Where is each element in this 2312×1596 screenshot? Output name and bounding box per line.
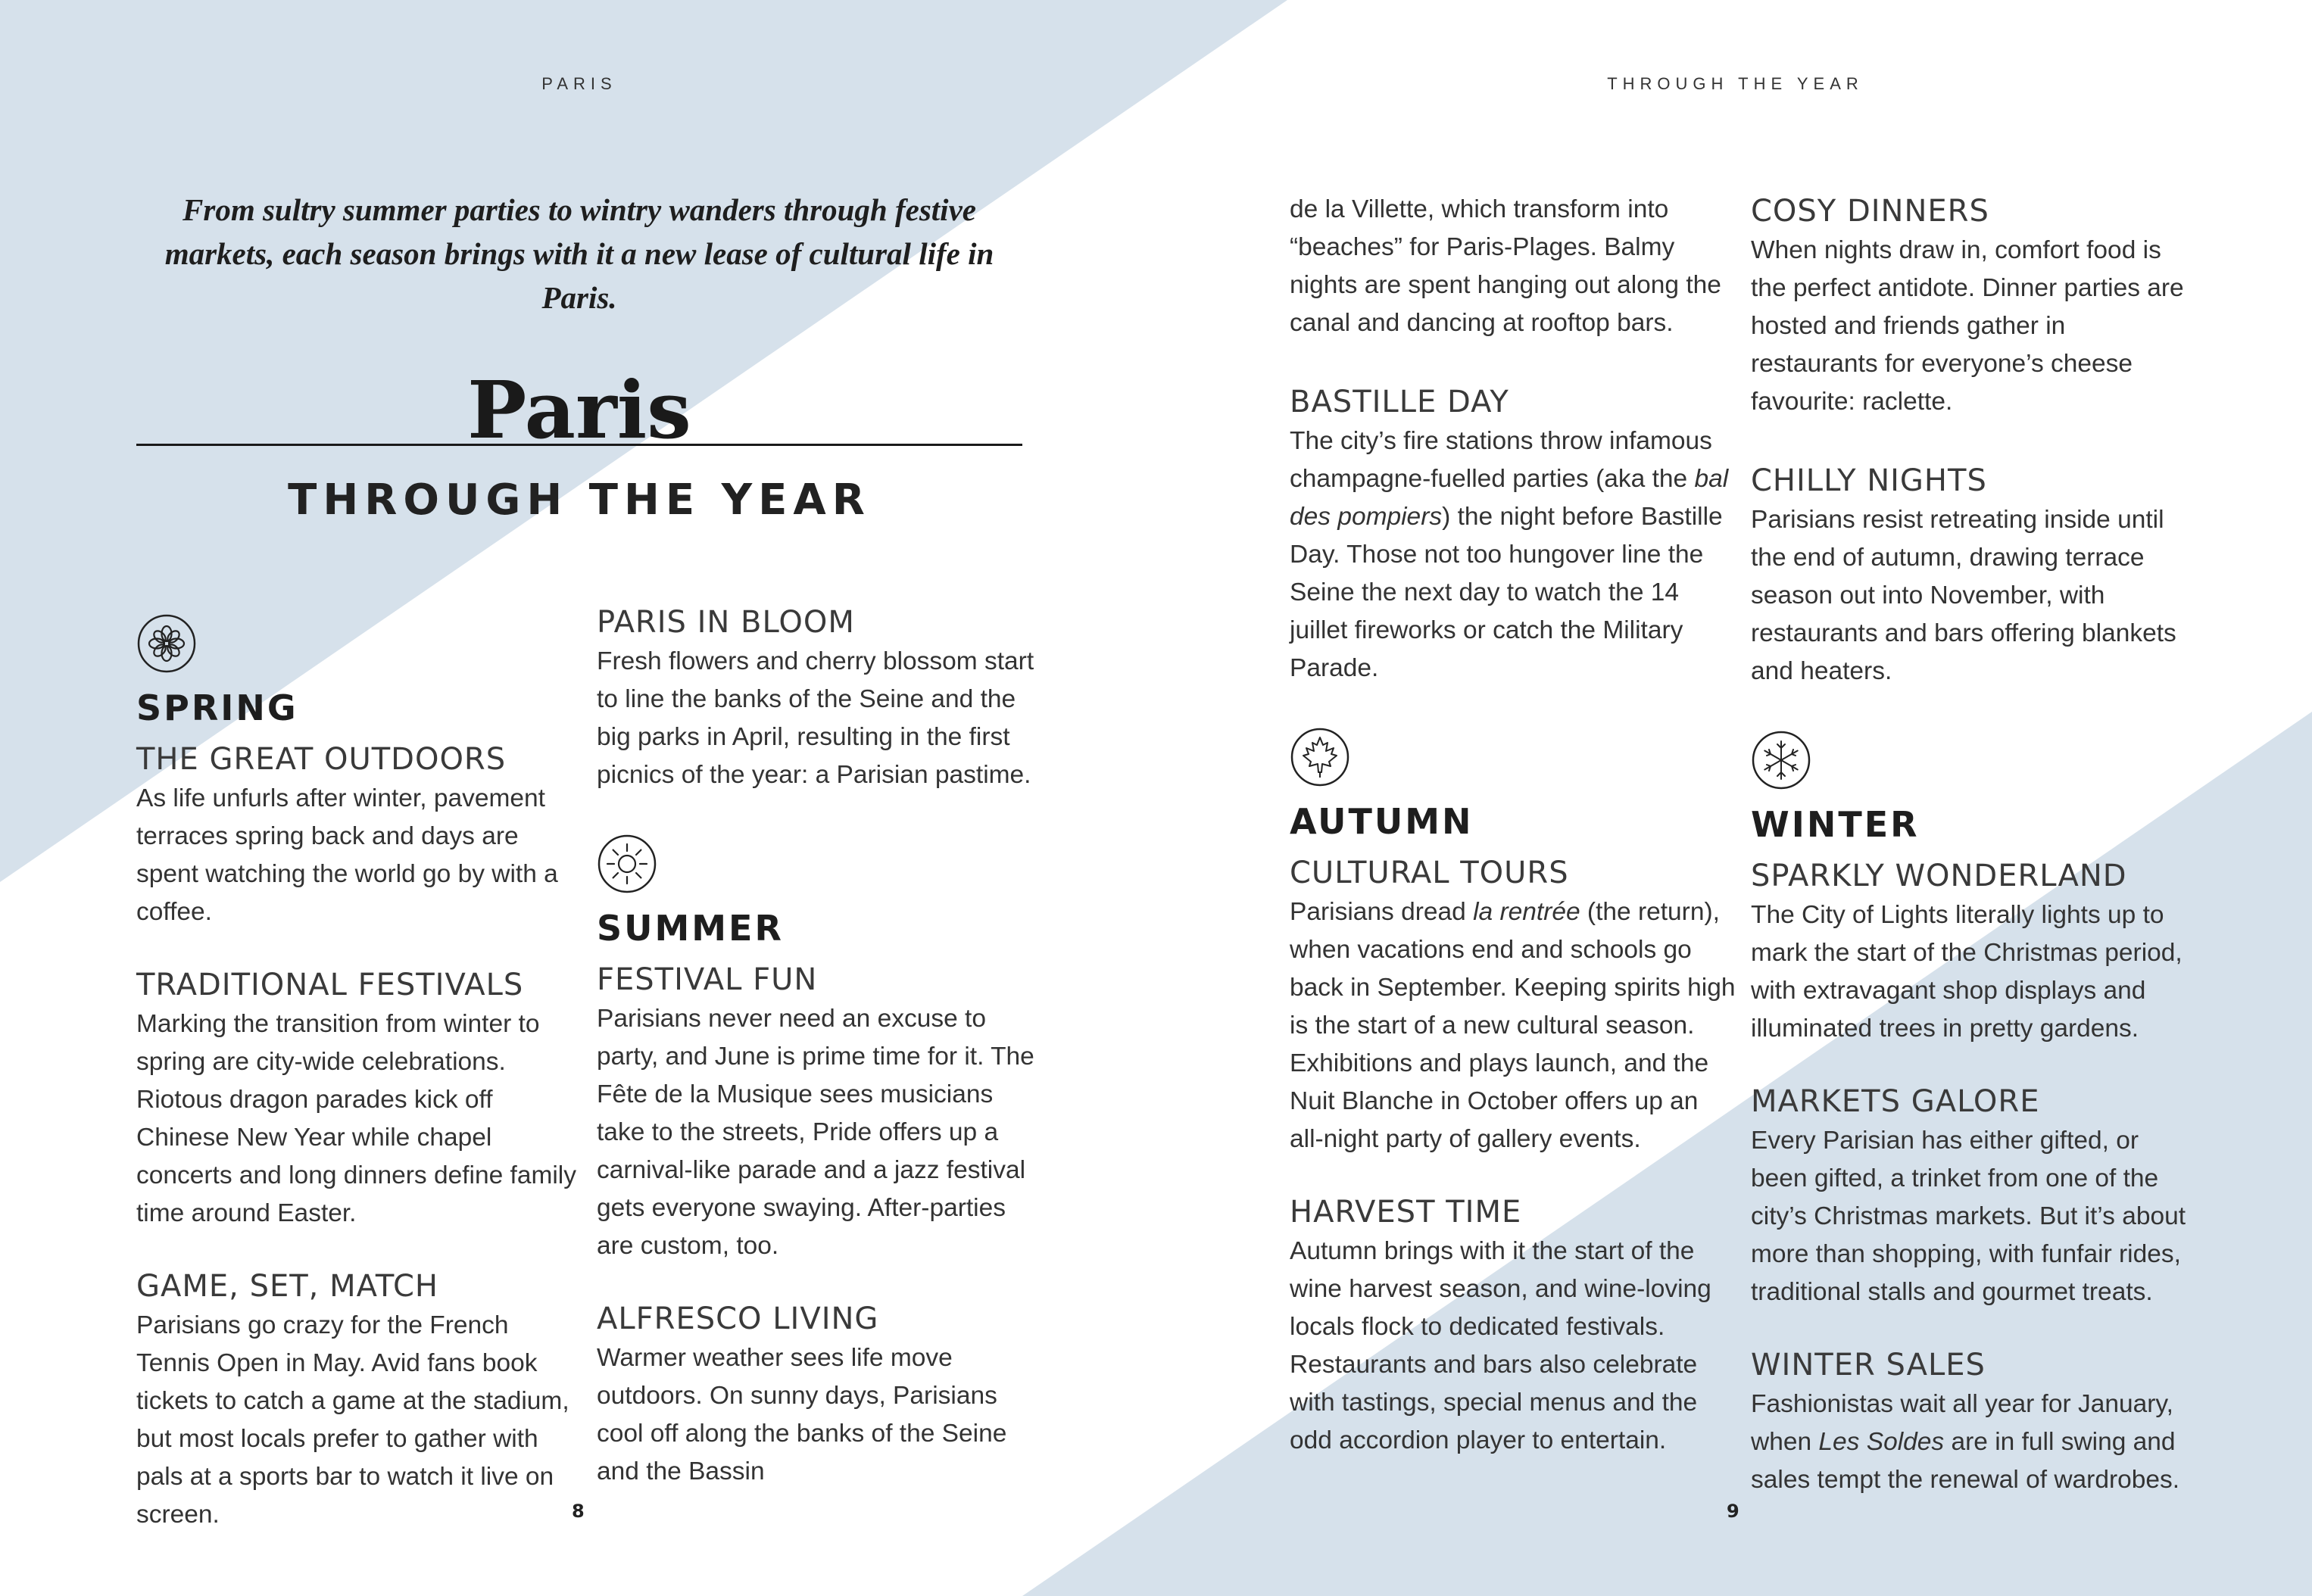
section-body: Marking the transition from winter to spring are city-wide celebrations. Riotous dragon parades kick off Chinese New Year while chapel concerts and long dinners define family time around Easter. (136, 1010, 576, 1227)
section-body: Parisians go crazy for the French Tennis Open in May. Avid fans book tickets to catch a game at the stadium, but most locals prefer to gather with pals at a sports bar to watch it live on screen. (136, 1311, 569, 1529)
title-block (136, 363, 1022, 538)
italic-text: bal des pompiers (1290, 465, 1729, 531)
running-header-right: THROUGH THE YEAR (1607, 74, 1864, 93)
section-chilly-nights (1751, 460, 2198, 690)
section-heading: BASTILLE DAY (1290, 385, 1509, 419)
text-run: (the return), when vacations end and schools go back in September. Keeping spirits high is the start of a new cultural season. Exhibitions and plays launch, and the Nuit Blanche in October offers up an all-night party of gallery events. (1290, 898, 1736, 1153)
section-body (1290, 893, 1736, 1158)
page-subtitle: THROUGH THE YEAR (288, 475, 871, 525)
season-title-summer: SUMMER (597, 908, 784, 949)
season-title-winter: WINTER (1751, 804, 1920, 845)
text-run: Fashionistas wait all year for January, when (1751, 1390, 2173, 1456)
column-winter (1751, 191, 2198, 1538)
section-sparkly-wonderland (1751, 856, 2198, 1048)
season-title-autumn: AUTUMN (1290, 801, 1474, 842)
section-body: Fresh flowers and cherry blossom start to line the banks of the Seine and the big parks in April, resulting in the first picnics of the year: a Parisian pastime. (597, 647, 1034, 789)
section-harvest-time (1290, 1192, 1736, 1460)
text-run: are in full swing and sales tempt the renewal of wardrobes. (1751, 1428, 2180, 1494)
section-body: When nights draw in, comfort food is the perfect antidote. Dinner parties are hosted and friends gather in restaurants for everyone’s cheese favourite: raclette. (1751, 236, 2184, 416)
section-heading: TRADITIONAL FESTIVALS (136, 968, 524, 1002)
section-body: Autumn brings with it the start of the wine harvest season, and wine-loving locals flock to dedicated festivals. Restaurants and bars also celebrate with tastings, special menus and the odd accordion player to entertain. (1290, 1237, 1711, 1454)
section-alfresco-living (597, 1298, 1044, 1491)
section-heading: SPARKLY WONDERLAND (1751, 859, 2127, 893)
text-run: The city’s fire stations throw infamous champagne-fuelled parties (aka the (1290, 427, 1712, 493)
section-game-set-match (136, 1266, 583, 1534)
column-spring (136, 613, 583, 1573)
page-number-right: 9 (1727, 1501, 1739, 1522)
section-body: de la Villette, which transform into “beaches” for Paris-Plages. Balmy nights are spent hanging out along the canal and dancing at rooftop bars. (1290, 195, 1721, 337)
section-heading: HARVEST TIME (1290, 1195, 1522, 1230)
section-heading: CULTURAL TOURS (1290, 856, 1569, 890)
season-title-spring: SPRING (136, 687, 298, 728)
section-bastille-day (1290, 382, 1736, 687)
section-heading: ALFRESCO LIVING (597, 1301, 879, 1336)
section-paris-in-bloom (597, 602, 1044, 794)
text-run: Parisians dread (1290, 898, 1474, 926)
italic-text: Les Soldes (1818, 1428, 1945, 1456)
maple-leaf-icon (1290, 727, 1350, 787)
section-body: Parisians never need an excuse to party, and June is prime time for it. The Fête de la Musique sees musicians take to the streets, Pride offers up a carnival-like parade and a jazz festival gets everyone swaying. After-parties are custom, too. (597, 1005, 1034, 1260)
intro-text: From sultry summer parties to wintry wanders through festive markets, each season brings with it a new lease of cultural life in Paris. (164, 192, 994, 315)
section-heading: WINTER SALES (1751, 1348, 1986, 1382)
sun-icon (597, 834, 657, 894)
section-body: Warmer weather sees life move outdoors. On sunny days, Parisians cool off along the banks of the Seine and the Bassin (597, 1344, 1007, 1485)
section-body: Parisians resist retreating inside until the end of autumn, drawing terrace season out into November, with restaurants and bars offering blankets and heaters. (1751, 506, 2176, 685)
page-number-left: 8 (572, 1501, 585, 1522)
flower-icon (136, 613, 197, 674)
section-traditional-festivals (136, 965, 583, 1233)
section-body (1751, 1386, 2198, 1499)
running-header-left: PARIS (541, 74, 617, 93)
snowflake-icon (1751, 730, 1811, 790)
section-markets-galore (1751, 1081, 2198, 1311)
section-cultural-tours (1290, 853, 1736, 1158)
section-great-outdoors (136, 739, 583, 931)
section-body: The City of Lights literally lights up to mark the start of the Christmas period, with extravagant shop displays and illuminated trees in pretty gardens. (1751, 901, 2183, 1043)
section-festival-fun (597, 959, 1044, 1265)
section-heading: MARKETS GALORE (1751, 1084, 2040, 1119)
section-body: Every Parisian has either gifted, or been gifted, a trinket from one of the city’s Christmas markets. But it’s about more than shopping, with funfair rides, traditional stalls and gourmet treats. (1751, 1127, 2186, 1306)
section-heading: CHILLY NIGHTS (1751, 463, 1987, 498)
column-autumn (1290, 191, 1736, 1499)
column-summer (597, 602, 1044, 1530)
italic-text: la rentrée (1473, 898, 1580, 926)
section-summer-continued (1290, 191, 1736, 342)
section-body (1290, 422, 1736, 687)
section-heading: THE GREAT OUTDOORS (136, 742, 507, 777)
section-winter-sales (1751, 1345, 2198, 1499)
text-run: ) the night before Bastille Day. Those not too hungover line the Seine the next day to watch the 14 juillet fireworks or catch the Military Parade. (1290, 503, 1723, 682)
section-cosy-dinners (1751, 191, 2198, 421)
page-title-text: Paris (467, 363, 691, 457)
section-heading: FESTIVAL FUN (597, 962, 818, 997)
section-heading: PARIS IN BLOOM (597, 605, 855, 640)
page-title (136, 363, 1022, 457)
section-heading: GAME, SET, MATCH (136, 1269, 438, 1304)
section-body: As life unfurls after winter, pavement terraces spring back and days are spent watching the world go by with a coffee. (136, 784, 558, 926)
section-heading: COSY DINNERS (1751, 194, 1989, 229)
